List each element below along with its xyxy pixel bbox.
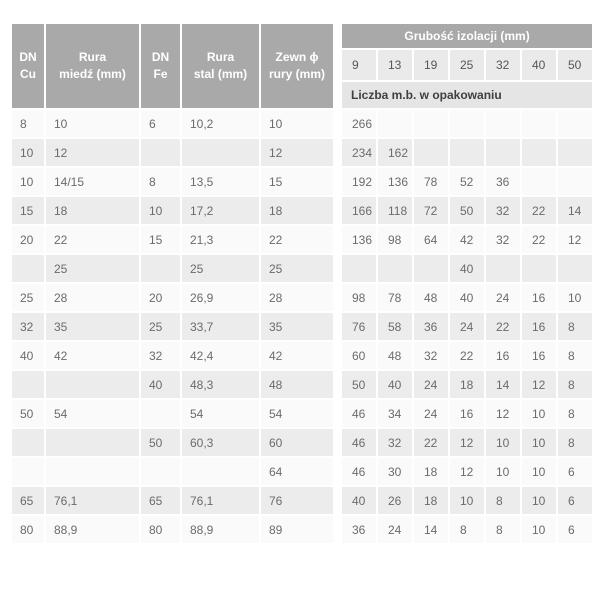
package-length-cell bbox=[377, 109, 413, 138]
pipe-dimension-cell: 32 bbox=[11, 312, 45, 341]
pipe-dimension-cell: 76,1 bbox=[45, 486, 140, 515]
package-length-cell: 6 bbox=[557, 486, 593, 515]
pipe-dimension-cell: 10 bbox=[45, 109, 140, 138]
insulation-size-13: 13 bbox=[377, 49, 413, 81]
package-length-cell bbox=[413, 138, 449, 167]
pipe-dimension-cell: 10 bbox=[11, 138, 45, 167]
package-length-cell: 32 bbox=[485, 196, 521, 225]
pipe-dimension-cell: 35 bbox=[45, 312, 140, 341]
package-length-cell: 10 bbox=[521, 399, 557, 428]
pipe-dimension-cell: 80 bbox=[140, 515, 181, 544]
pipe-dimension-cell: 20 bbox=[11, 225, 45, 254]
package-length-cell: 46 bbox=[341, 399, 377, 428]
header-line: Zewn ϕ bbox=[275, 50, 319, 64]
header-rura-stal bbox=[181, 23, 260, 109]
pipe-dimension-cell: 25 bbox=[11, 283, 45, 312]
table-row bbox=[11, 196, 593, 225]
package-length-cell bbox=[413, 109, 449, 138]
pipe-dimension-cell: 13,5 bbox=[181, 167, 260, 196]
header-line: stal (mm) bbox=[193, 67, 248, 81]
header-dn-cu bbox=[11, 23, 45, 109]
package-length-cell: 36 bbox=[341, 515, 377, 544]
pipe-dimension-cell: 32 bbox=[140, 341, 181, 370]
package-length-cell: 162 bbox=[377, 138, 413, 167]
pipe-dimension-cell: 33,7 bbox=[181, 312, 260, 341]
pipe-dimension-cell bbox=[140, 399, 181, 428]
insulation-size-32: 32 bbox=[485, 49, 521, 81]
pipe-dimension-cell: 22 bbox=[260, 225, 334, 254]
package-length-cell bbox=[521, 109, 557, 138]
spacer-cell bbox=[334, 486, 341, 515]
table-row bbox=[11, 167, 593, 196]
package-length-cell: 22 bbox=[521, 196, 557, 225]
package-length-cell: 12 bbox=[557, 225, 593, 254]
package-length-cell: 22 bbox=[413, 428, 449, 457]
package-length-cell: 48 bbox=[413, 283, 449, 312]
package-length-cell: 40 bbox=[377, 370, 413, 399]
package-length-cell bbox=[557, 167, 593, 196]
package-length-cell: 8 bbox=[485, 486, 521, 515]
pipe-dimension-cell: 64 bbox=[260, 457, 334, 486]
package-length-cell: 98 bbox=[341, 283, 377, 312]
package-length-cell: 266 bbox=[341, 109, 377, 138]
insulation-title: Grubość izolacji (mm) bbox=[341, 23, 593, 49]
pipe-dimension-cell: 20 bbox=[140, 283, 181, 312]
package-length-cell: 234 bbox=[341, 138, 377, 167]
package-length-cell: 16 bbox=[521, 283, 557, 312]
pipe-dimension-cell: 40 bbox=[140, 370, 181, 399]
package-length-cell bbox=[485, 138, 521, 167]
spacer-cell bbox=[334, 341, 341, 370]
insulation-spec-table bbox=[10, 22, 594, 545]
pipe-dimension-cell: 89 bbox=[260, 515, 334, 544]
pipe-dimension-cell: 12 bbox=[260, 138, 334, 167]
package-length-cell bbox=[521, 254, 557, 283]
package-length-cell: 36 bbox=[413, 312, 449, 341]
package-length-cell bbox=[341, 254, 377, 283]
pipe-dimension-cell bbox=[11, 428, 45, 457]
insulation-size-19: 19 bbox=[413, 49, 449, 81]
package-length-cell: 26 bbox=[377, 486, 413, 515]
pipe-dimension-cell: 15 bbox=[11, 196, 45, 225]
header-line: Fe bbox=[153, 67, 168, 81]
pipe-dimension-cell: 65 bbox=[140, 486, 181, 515]
table-row bbox=[11, 399, 593, 428]
header-line: Rura bbox=[78, 50, 107, 64]
package-length-cell: 10 bbox=[521, 457, 557, 486]
package-length-cell: 78 bbox=[413, 167, 449, 196]
table-row bbox=[11, 515, 593, 544]
header-zewn-fi bbox=[260, 23, 334, 109]
header-line: Cu bbox=[20, 67, 36, 81]
table-row bbox=[11, 370, 593, 399]
package-length-cell: 98 bbox=[377, 225, 413, 254]
pipe-dimension-cell bbox=[140, 138, 181, 167]
pipe-dimension-cell: 14/15 bbox=[45, 167, 140, 196]
package-length-cell: 12 bbox=[485, 399, 521, 428]
pipe-dimension-cell: 22 bbox=[45, 225, 140, 254]
pipe-dimension-cell: 25 bbox=[181, 254, 260, 283]
pipe-dimension-cell: 65 bbox=[11, 486, 45, 515]
package-length-cell: 42 bbox=[449, 225, 485, 254]
header-row-top bbox=[11, 23, 593, 49]
package-length-cell bbox=[449, 138, 485, 167]
package-length-cell: 166 bbox=[341, 196, 377, 225]
insulation-size-50: 50 bbox=[557, 49, 593, 81]
pipe-dimension-cell: 12 bbox=[45, 138, 140, 167]
package-length-cell: 64 bbox=[413, 225, 449, 254]
spacer-cell bbox=[334, 428, 341, 457]
spacer-cell bbox=[334, 457, 341, 486]
pipe-dimension-cell bbox=[140, 254, 181, 283]
pipe-dimension-cell bbox=[181, 138, 260, 167]
package-length-cell bbox=[485, 254, 521, 283]
pipe-dimension-cell bbox=[45, 457, 140, 486]
insulation-size-25: 25 bbox=[449, 49, 485, 81]
package-length-cell bbox=[557, 254, 593, 283]
table-row bbox=[11, 428, 593, 457]
package-length-cell: 8 bbox=[557, 341, 593, 370]
table-row bbox=[11, 138, 593, 167]
pipe-dimension-cell: 18 bbox=[45, 196, 140, 225]
spacer-cell bbox=[334, 312, 341, 341]
pipe-dimension-cell: 50 bbox=[140, 428, 181, 457]
package-length-cell: 14 bbox=[413, 515, 449, 544]
table-row bbox=[11, 312, 593, 341]
package-length-cell: 24 bbox=[413, 370, 449, 399]
pipe-dimension-cell: 17,2 bbox=[181, 196, 260, 225]
package-length-cell: 8 bbox=[557, 399, 593, 428]
package-length-cell bbox=[557, 138, 593, 167]
pipe-dimension-cell: 10 bbox=[260, 109, 334, 138]
pipe-dimension-cell: 60 bbox=[260, 428, 334, 457]
package-length-cell: 8 bbox=[557, 312, 593, 341]
pipe-dimension-cell: 28 bbox=[260, 283, 334, 312]
header-spacer bbox=[334, 23, 341, 109]
pipe-dimension-cell: 21,3 bbox=[181, 225, 260, 254]
package-length-cell: 118 bbox=[377, 196, 413, 225]
package-length-cell bbox=[449, 109, 485, 138]
spacer-cell bbox=[334, 109, 341, 138]
package-length-cell: 10 bbox=[557, 283, 593, 312]
package-length-cell: 22 bbox=[485, 312, 521, 341]
pipe-dimension-cell: 6 bbox=[140, 109, 181, 138]
pipe-dimension-cell: 10 bbox=[140, 196, 181, 225]
package-length-cell: 136 bbox=[377, 167, 413, 196]
package-length-cell: 24 bbox=[449, 312, 485, 341]
pipe-dimension-cell bbox=[181, 457, 260, 486]
pipe-dimension-cell: 25 bbox=[140, 312, 181, 341]
package-length-cell: 10 bbox=[521, 486, 557, 515]
package-length-cell: 136 bbox=[341, 225, 377, 254]
table-row bbox=[11, 486, 593, 515]
package-length-cell: 22 bbox=[521, 225, 557, 254]
package-length-cell: 10 bbox=[521, 515, 557, 544]
pipe-dimension-cell: 8 bbox=[11, 109, 45, 138]
pipe-dimension-cell: 60,3 bbox=[181, 428, 260, 457]
package-length-cell: 6 bbox=[557, 515, 593, 544]
pipe-dimension-cell: 10,2 bbox=[181, 109, 260, 138]
pipe-dimension-cell: 10 bbox=[11, 167, 45, 196]
package-length-cell: 14 bbox=[485, 370, 521, 399]
package-length-cell: 18 bbox=[413, 486, 449, 515]
package-length-cell: 8 bbox=[557, 428, 593, 457]
pipe-dimension-cell bbox=[45, 428, 140, 457]
package-length-cell bbox=[521, 138, 557, 167]
header-line: Rura bbox=[206, 50, 235, 64]
package-length-cell bbox=[377, 254, 413, 283]
pipe-dimension-cell bbox=[45, 370, 140, 399]
package-length-cell: 50 bbox=[449, 196, 485, 225]
header-line: rury (mm) bbox=[268, 67, 325, 81]
package-length-cell: 10 bbox=[485, 428, 521, 457]
insulation-size-40: 40 bbox=[521, 49, 557, 81]
pipe-dimension-cell: 54 bbox=[45, 399, 140, 428]
pipe-dimension-cell: 25 bbox=[45, 254, 140, 283]
package-length-cell: 10 bbox=[521, 428, 557, 457]
package-length-cell: 12 bbox=[521, 370, 557, 399]
package-length-cell: 16 bbox=[449, 399, 485, 428]
pipe-dimension-cell: 35 bbox=[260, 312, 334, 341]
package-length-cell bbox=[485, 109, 521, 138]
table-row bbox=[11, 109, 593, 138]
table-row bbox=[11, 254, 593, 283]
pipe-dimension-cell: 54 bbox=[260, 399, 334, 428]
package-length-cell: 40 bbox=[449, 283, 485, 312]
pipe-dimension-cell: 80 bbox=[11, 515, 45, 544]
spacer-cell bbox=[334, 225, 341, 254]
package-length-cell: 36 bbox=[485, 167, 521, 196]
pipe-dimension-cell: 25 bbox=[260, 254, 334, 283]
pipe-dimension-cell: 8 bbox=[140, 167, 181, 196]
package-length-cell bbox=[557, 109, 593, 138]
table-row bbox=[11, 225, 593, 254]
package-length-cell: 14 bbox=[557, 196, 593, 225]
package-length-cell: 40 bbox=[449, 254, 485, 283]
package-length-cell bbox=[413, 254, 449, 283]
header-rura-miedz bbox=[45, 23, 140, 109]
spacer-cell bbox=[334, 370, 341, 399]
header-line: miedź (mm) bbox=[59, 67, 126, 81]
package-length-cell: 32 bbox=[413, 341, 449, 370]
header-dn-fe bbox=[140, 23, 181, 109]
table-row bbox=[11, 283, 593, 312]
package-length-cell: 32 bbox=[377, 428, 413, 457]
pipe-dimension-cell: 42 bbox=[260, 341, 334, 370]
header-line: DN bbox=[151, 50, 170, 64]
package-length-cell bbox=[521, 167, 557, 196]
package-length-cell: 16 bbox=[485, 341, 521, 370]
package-length-cell: 48 bbox=[377, 341, 413, 370]
table-body bbox=[11, 109, 593, 544]
insulation-size-9: 9 bbox=[341, 49, 377, 81]
package-length-cell: 52 bbox=[449, 167, 485, 196]
package-label: Liczba m.b. w opakowaniu bbox=[341, 81, 593, 109]
spacer-cell bbox=[334, 196, 341, 225]
package-length-cell: 46 bbox=[341, 457, 377, 486]
package-length-cell: 76 bbox=[341, 312, 377, 341]
package-length-cell: 24 bbox=[413, 399, 449, 428]
pipe-dimension-cell: 26,9 bbox=[181, 283, 260, 312]
package-length-cell: 16 bbox=[521, 312, 557, 341]
package-length-cell: 10 bbox=[485, 457, 521, 486]
spacer-cell bbox=[334, 399, 341, 428]
package-length-cell: 6 bbox=[557, 457, 593, 486]
pipe-dimension-cell: 88,9 bbox=[45, 515, 140, 544]
spacer-cell bbox=[334, 283, 341, 312]
package-length-cell: 60 bbox=[341, 341, 377, 370]
package-length-cell: 58 bbox=[377, 312, 413, 341]
package-length-cell: 16 bbox=[521, 341, 557, 370]
pipe-dimension-cell: 40 bbox=[11, 341, 45, 370]
package-length-cell: 8 bbox=[449, 515, 485, 544]
pipe-dimension-cell: 42,4 bbox=[181, 341, 260, 370]
package-length-cell: 72 bbox=[413, 196, 449, 225]
pipe-dimension-cell: 15 bbox=[260, 167, 334, 196]
package-length-cell: 32 bbox=[485, 225, 521, 254]
pipe-dimension-cell: 50 bbox=[11, 399, 45, 428]
pipe-dimension-cell: 88,9 bbox=[181, 515, 260, 544]
package-length-cell: 8 bbox=[485, 515, 521, 544]
pipe-dimension-cell: 48 bbox=[260, 370, 334, 399]
package-length-cell: 12 bbox=[449, 428, 485, 457]
package-length-cell: 18 bbox=[413, 457, 449, 486]
package-length-cell: 46 bbox=[341, 428, 377, 457]
table-row bbox=[11, 457, 593, 486]
pipe-dimension-cell: 76,1 bbox=[181, 486, 260, 515]
spacer-cell bbox=[334, 254, 341, 283]
package-length-cell: 34 bbox=[377, 399, 413, 428]
table-row bbox=[11, 341, 593, 370]
pipe-dimension-cell: 42 bbox=[45, 341, 140, 370]
spacer-cell bbox=[334, 167, 341, 196]
pipe-dimension-cell: 48,3 bbox=[181, 370, 260, 399]
pipe-dimension-cell bbox=[11, 370, 45, 399]
package-length-cell: 50 bbox=[341, 370, 377, 399]
pipe-dimension-cell bbox=[11, 457, 45, 486]
pipe-dimension-cell bbox=[11, 254, 45, 283]
package-length-cell: 192 bbox=[341, 167, 377, 196]
pipe-dimension-cell: 54 bbox=[181, 399, 260, 428]
package-length-cell: 30 bbox=[377, 457, 413, 486]
pipe-dimension-cell: 15 bbox=[140, 225, 181, 254]
spacer-cell bbox=[334, 138, 341, 167]
pipe-dimension-cell: 18 bbox=[260, 196, 334, 225]
header-line: DN bbox=[19, 50, 37, 64]
pipe-dimension-cell: 76 bbox=[260, 486, 334, 515]
package-length-cell: 10 bbox=[449, 486, 485, 515]
package-length-cell: 24 bbox=[377, 515, 413, 544]
pipe-dimension-cell bbox=[140, 457, 181, 486]
package-length-cell: 22 bbox=[449, 341, 485, 370]
spacer-cell bbox=[334, 515, 341, 544]
package-length-cell: 78 bbox=[377, 283, 413, 312]
package-length-cell: 18 bbox=[449, 370, 485, 399]
pipe-dimension-cell: 28 bbox=[45, 283, 140, 312]
package-length-cell: 24 bbox=[485, 283, 521, 312]
package-length-cell: 40 bbox=[341, 486, 377, 515]
package-length-cell: 12 bbox=[449, 457, 485, 486]
package-length-cell: 8 bbox=[557, 370, 593, 399]
